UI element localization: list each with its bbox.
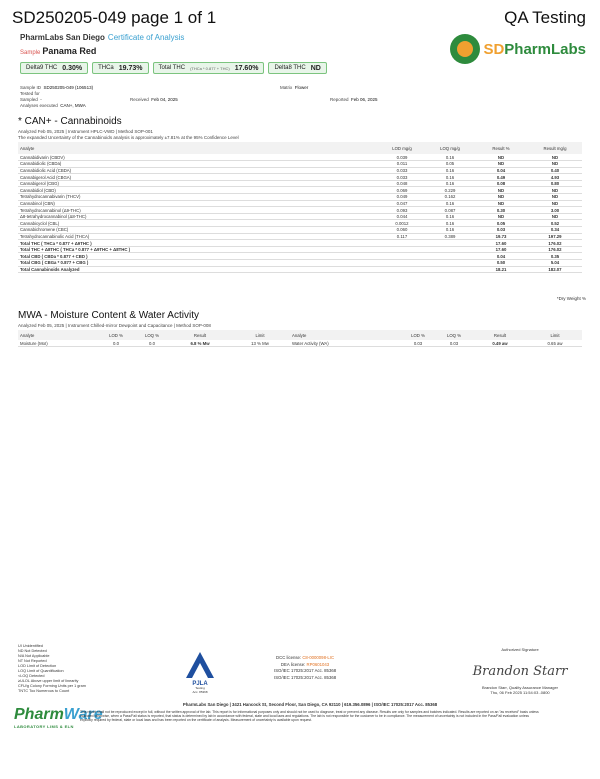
table-cell: Δ8-tetrahydrocannabinol (Δ8-THC) xyxy=(18,213,378,220)
total-row xyxy=(18,240,582,247)
table-cell: 5.04 xyxy=(528,260,582,267)
pjla-accreditation-icon xyxy=(180,648,220,694)
pjla-name: PJLA xyxy=(192,681,208,687)
legend-item: N/A Not Applicable xyxy=(18,654,50,658)
sample-id: Sample ID SD250205-049 (106513) xyxy=(20,85,94,90)
table-cell: 0.49 xyxy=(474,174,528,181)
col-analyte: Analyte xyxy=(20,145,35,151)
legend-item: LOD Limit of Detection xyxy=(18,664,57,668)
table-row xyxy=(18,340,582,347)
table-cell: ND xyxy=(474,194,528,201)
mwa-col-loq-2: LOQ % xyxy=(446,332,462,338)
table-cell: 0.0012 xyxy=(378,220,426,227)
table-cell: 17.60 xyxy=(474,240,528,247)
potency-pills xyxy=(20,62,327,74)
table-cell: 19.73 xyxy=(474,233,528,240)
col-lod: LOD mg/g xyxy=(392,145,412,151)
table-cell xyxy=(378,266,426,273)
table-cell: Cannabinol (CBN) xyxy=(18,200,378,207)
signatory-name: Brandon Starr, Quality Assurance Manager xyxy=(481,685,559,690)
pill-delta8-thc: Delta8 THC ND xyxy=(268,62,326,74)
table-cell: ND xyxy=(474,161,528,168)
table-cell: 0.389 xyxy=(426,233,474,240)
legend-item: NT Not Reported xyxy=(18,659,47,663)
logo-text: SDPharmLabs xyxy=(483,40,586,58)
table-cell: ND xyxy=(528,187,582,194)
total-row xyxy=(18,253,582,260)
table-row xyxy=(18,154,582,161)
table-cell: 0.05 xyxy=(474,220,528,227)
pjla-sub2: Acc. 85368 xyxy=(192,690,208,694)
col-loq: LOQ mg/g xyxy=(440,145,460,151)
table-cell xyxy=(426,266,474,273)
table-cell: 0.16 xyxy=(426,200,474,207)
signature-script: Brandon Starr xyxy=(472,664,568,679)
table-row xyxy=(18,187,582,194)
licenses: DCC license: C8-0000098-LIC DEA license: RP0601043 ISO/IEC 17025:2017 Acc. 85368 ISO/IEC 17025:2017 Acc. 85368 xyxy=(274,655,337,680)
table-cell: 3.00 xyxy=(528,207,582,214)
total-row xyxy=(18,246,582,253)
table-cell xyxy=(426,246,474,253)
table-cell: 0.16 xyxy=(426,220,474,227)
table-cell: Tetrahydrocannabinol (Δ9-THC) xyxy=(18,207,378,214)
legend-item: <LOQ Detected xyxy=(18,674,45,678)
table-row xyxy=(18,207,582,214)
mwa-col-analyte: Analyte xyxy=(20,332,35,338)
table-cell: 0.80 xyxy=(528,180,582,187)
qa-testing-label: QA Testing xyxy=(504,8,586,27)
table-cell: 0.52 xyxy=(528,220,582,227)
table-cell xyxy=(378,260,426,267)
table-cell: 0.033 xyxy=(378,167,426,174)
legend-item: ≥ULOL Above upper limit of linearity xyxy=(18,679,79,683)
table-cell: 176.02 xyxy=(528,240,582,247)
total-row xyxy=(18,266,582,273)
table-cell: ND xyxy=(474,200,528,207)
total-row xyxy=(18,260,582,267)
reported: Reported Feb 06, 2025 xyxy=(330,97,378,102)
dry-weight-note: *Dry Weight % xyxy=(556,296,586,301)
signature-date: Thu, 06 Feb 2025 11:54:03 -0800 xyxy=(490,690,550,695)
table-cell: 0.30 xyxy=(474,207,528,214)
table-cell: 18.21 xyxy=(474,266,528,273)
table-cell: 0.047 xyxy=(378,200,426,207)
table-cell: ND xyxy=(528,154,582,161)
table-cell xyxy=(426,253,474,260)
table-cell: 0.50 xyxy=(474,260,528,267)
table-cell: 0.093 xyxy=(378,207,426,214)
mwa-cell: 0.49 aw xyxy=(472,340,528,347)
table-cell: 0.34 xyxy=(528,227,582,234)
table-row xyxy=(18,227,582,234)
table-row xyxy=(18,213,582,220)
legend-item: ND Not Detected xyxy=(18,649,47,653)
table-cell: 0.16 xyxy=(426,174,474,181)
pill-delta9-thc: Delta9 THC 0.30% xyxy=(20,62,88,74)
mwa-col-lod: LOD % xyxy=(109,332,123,338)
table-cell: Cannabidivarin (CBDV) xyxy=(18,154,378,161)
mwa-cell: 6.8 % Mw xyxy=(170,340,230,347)
table-cell: 17.60 xyxy=(474,246,528,253)
table-cell: 0.16 xyxy=(426,180,474,187)
table-cell: 0.039 xyxy=(378,154,426,161)
table-cell xyxy=(426,240,474,247)
table-cell: 0.40 xyxy=(528,167,582,174)
table-cell: Cannabidiol (CBD) xyxy=(18,187,378,194)
table-cell: 0.16 xyxy=(426,167,474,174)
table-cell: 0.162 xyxy=(426,194,474,201)
table-cell: 0.05 xyxy=(426,161,474,168)
mwa-cell: 0.03 xyxy=(436,340,472,347)
table-cell: 0.049 xyxy=(378,194,426,201)
table-cell: 0.229 xyxy=(426,187,474,194)
tested-for: Tested for xyxy=(20,91,40,96)
mwa-col-lod-2: LOD % xyxy=(411,332,425,338)
doc-type: Certificate of Analysis xyxy=(107,33,185,42)
table-cell: 0.011 xyxy=(378,161,426,168)
abbreviation-legend xyxy=(18,644,86,694)
table-cell: Cannabichromene (CBC) xyxy=(18,227,378,234)
table-cell: Tetrahydrocannabinolic Acid (THCA) xyxy=(18,233,378,240)
legend-item: UI Unidentified xyxy=(18,644,43,648)
table-cell: Total CBD ( CBDa * 0.877 + CBD ) xyxy=(18,253,378,260)
sample-line xyxy=(20,46,96,56)
table-cell: 0.087 xyxy=(426,207,474,214)
pjla-sub1: Testing xyxy=(195,686,205,690)
mwa-col-loq: LOQ % xyxy=(144,332,160,338)
table-cell: ND xyxy=(474,213,528,220)
table-row xyxy=(18,194,582,201)
table-cell: Tetrahydrocannabivarin (THCV) xyxy=(18,194,378,201)
cannabinoids-title: * CAN+ - Cannabinoids xyxy=(18,116,122,127)
sample-label: Sample xyxy=(20,50,41,56)
mwa-header-row xyxy=(18,330,582,340)
table-cell: 0.117 xyxy=(378,233,426,240)
table-cell: 0.033 xyxy=(378,174,426,181)
sample-name: Panama Red xyxy=(42,46,97,56)
table-cell: ND xyxy=(474,187,528,194)
table-row xyxy=(18,161,582,168)
table-row xyxy=(18,220,582,227)
table-cell: 176.02 xyxy=(528,246,582,253)
mwa-col-result: Result xyxy=(193,332,207,338)
table-cell xyxy=(378,240,426,247)
table-cell: 0.048 xyxy=(378,180,426,187)
table-cell: ND xyxy=(474,154,528,161)
mwa-col-result-2: Result xyxy=(493,332,507,338)
table-cell xyxy=(378,253,426,260)
table-cell: ND xyxy=(528,161,582,168)
table-row xyxy=(18,180,582,187)
pill-total-thc: Total THC (THCa * 0.877 + THC) 17.60% xyxy=(153,62,265,74)
table-cell: 0.069 xyxy=(378,187,426,194)
cannabinoids-analyzed: Analyzed Feb 05, 2025 | Instrument HPLC-VWD | Method SOP-001 xyxy=(18,129,153,134)
table-cell: Cannabidiolic (CBDa) xyxy=(18,161,378,168)
legend-item: TNTC Too Numerous to Count xyxy=(18,689,70,693)
page-title: SD250205-049 page 1 of 1 xyxy=(12,8,217,27)
table-cell: Cannabicyclol (CBL) xyxy=(18,220,378,227)
col-result-pct: Result % xyxy=(492,145,510,151)
table-row xyxy=(18,200,582,207)
mwa-cell: Moisture (MoI) xyxy=(18,340,98,347)
footer-address: PharmLabs San Diego | 3421 Hancock St, Second Floor, San Diego, CA 92110 | 619.356.0896 | ISO/IEC 17025:2017 Acc. 85368 xyxy=(182,702,438,707)
leaf-globe-icon xyxy=(450,34,480,64)
col-result-mgg: Result mg/g xyxy=(543,145,567,151)
table-cell: Total THC + Δ8THC ( THCa * 0.877 + Δ9THC + Δ8THC ) xyxy=(18,246,378,253)
analyses-executed: Analyses executed CAN+, MWA xyxy=(20,103,86,108)
mwa-col-analyte-2: Analyte xyxy=(292,332,307,338)
table-cell xyxy=(378,246,426,253)
table-header-row xyxy=(18,142,582,154)
matrix: Matrix Flower xyxy=(280,85,309,90)
table-cell: Cannabigerol (CBG) xyxy=(18,180,378,187)
table-cell: ND xyxy=(528,194,582,201)
table-row xyxy=(18,174,582,181)
mwa-col-limit: Limit xyxy=(255,332,265,338)
table-cell: Total CBG ( CBGa * 0.877 + CBG ) xyxy=(18,260,378,267)
table-cell: 0.08 xyxy=(474,180,528,187)
table-cell: 0.16 xyxy=(426,227,474,234)
table-row xyxy=(18,167,582,174)
mwa-cell: Water Activity (WA) xyxy=(290,340,400,347)
cannabinoids-uncertainty: The expanded Uncertainty of the Cannabinoids analysis is approximately ±7.81% at the 95% Confidence Level xyxy=(18,135,239,140)
table-cell: 0.16 xyxy=(426,154,474,161)
lab-name-text: PharmLabs San Diego xyxy=(20,33,105,42)
table-cell: Total THC ( THCa * 0.877 + Δ9THC ) xyxy=(18,240,378,247)
table-cell: 0.060 xyxy=(378,227,426,234)
legend-item: LOQ Limit of Quantification xyxy=(18,669,64,673)
signature-block xyxy=(458,647,582,695)
mwa-cell: 0.0 xyxy=(134,340,170,347)
cannabinoids-table xyxy=(18,142,582,273)
table-cell: Total Cannabinoids Analyzed xyxy=(18,266,378,273)
mwa-analyzed: Analyzed Feb 05, 2025 | Instrument Chilled-mirror Dewpoint and Capacitance | Method SOP-008 xyxy=(18,323,211,328)
mwa-cell: 0.65 aw xyxy=(528,340,582,347)
mwa-cell: 0.03 xyxy=(400,340,436,347)
mwa-table xyxy=(18,330,582,347)
mwa-col-limit-2: Limit xyxy=(550,332,560,338)
table-cell: Cannabidiolic Acid (CBDA) xyxy=(18,167,378,174)
table-cell: 182.07 xyxy=(528,266,582,273)
table-cell: 0.044 xyxy=(378,213,426,220)
sdpharmlabs-logo xyxy=(450,34,586,64)
table-cell: 0.04 xyxy=(474,253,528,260)
table-cell: 197.29 xyxy=(528,233,582,240)
table-cell: Cannabigerol Acid (CBGA) xyxy=(18,174,378,181)
mwa-cell: 13 % Mw xyxy=(230,340,290,347)
table-cell: 0.03 xyxy=(474,227,528,234)
footer xyxy=(80,702,540,723)
pill-thca: THCa 19.73% xyxy=(92,62,148,74)
sampled: Sampled - xyxy=(20,97,42,102)
table-cell: 0.35 xyxy=(528,253,582,260)
table-cell xyxy=(426,260,474,267)
mwa-cell: 0.0 xyxy=(98,340,134,347)
table-row xyxy=(18,233,582,240)
table-cell: 0.04 xyxy=(474,167,528,174)
table-cell: 0.16 xyxy=(426,213,474,220)
mwa-title: MWA - Moisture Content & Water Activity xyxy=(18,310,199,321)
received: Received Feb 04, 2025 xyxy=(130,97,178,102)
table-cell: ND xyxy=(528,213,582,220)
pharmware-logo: PharmWare LABORATORY LIMS & ELN xyxy=(14,706,103,729)
table-cell: ND xyxy=(528,200,582,207)
lab-name xyxy=(20,33,184,42)
signature-label: Authorized Signature xyxy=(501,647,539,652)
footer-disclaimer: This report shall not be reproduced except in full, without the written approval of the lab. This report is for informational purposes only and should not be used to diagnose, treat or prevent any disease. Results are only for samples and batches indicated. Results are reported on an "as received" basis unless indicated otherwise, when a Pass/Fail status is reported, that status is determined by lab in accordance with federal, state and local laws and regulations. The lab is not responsible for the customer to be in compliance. The measurement of uncertainty is not included in the Pass/Fail evaluation unless explicitly required by federal, state or local laws and has been reported on the certificate of analysis. Measurement of uncertainty is available upon request. xyxy=(80,710,539,723)
table-cell: 4.93 xyxy=(528,174,582,181)
legend-item: CFU/g Colony Forming Units per 1 gram xyxy=(18,684,86,688)
